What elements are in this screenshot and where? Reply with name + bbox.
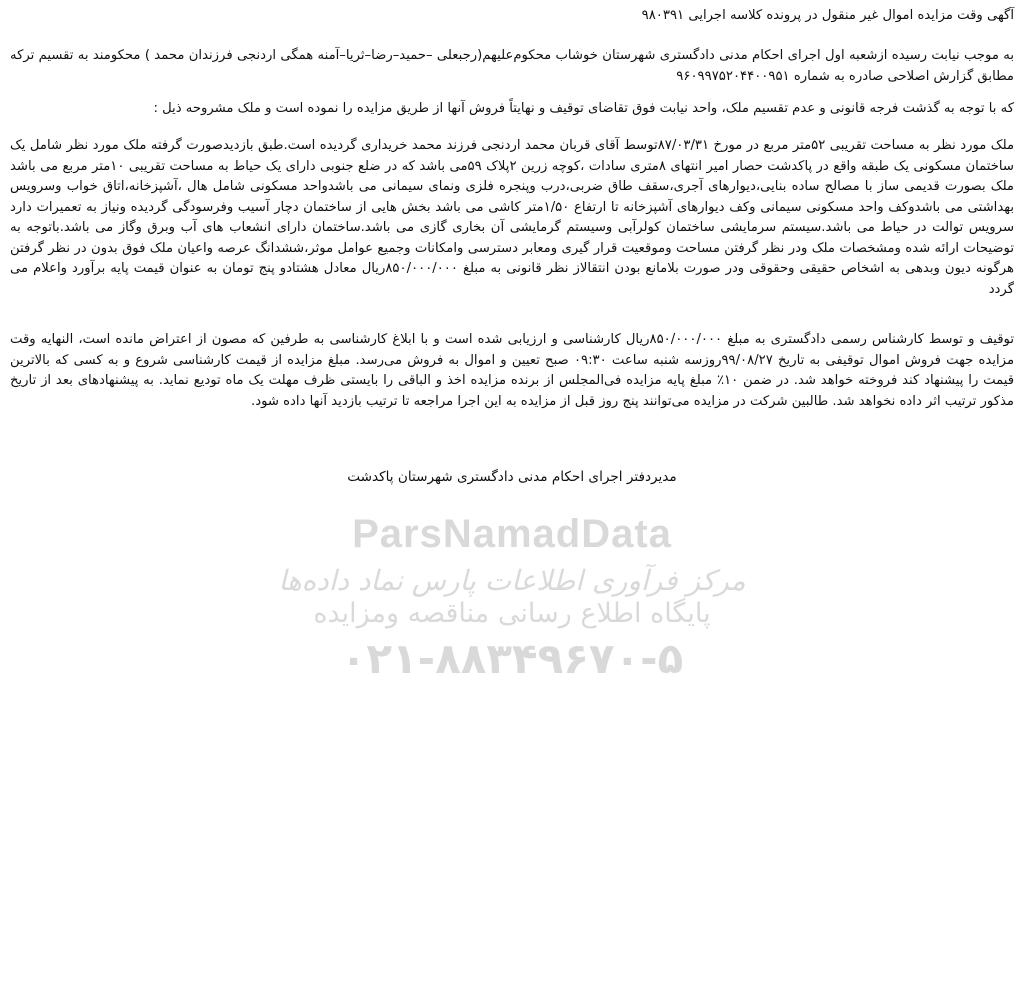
watermark-center-name: مرکز فرآوری اطلاعات پارس نماد داده‌ها — [278, 564, 746, 597]
signature-line: مدیردفتر اجرای احکام مدنی دادگستری شهرستان پاکدشت — [347, 469, 677, 485]
watermark-portal-name: پایگاه اطلاع رسانی مناقصه ومزایده — [313, 598, 711, 629]
property-description-paragraph: ملک مورد نظر به مساحت تقریبی ۵۲متر مربع در مورخ ۸۷/۰۳/۳۱توسط آقای قربان محمد اردنجی فرزند محمد خریداری گردیده است.طبق بازدیدصورت گرفته ملک مورد نظر شامل یک ساختمان مسکونی یک طبقه واقع در پاکدشت حصار امیر انتهای ۸متری سادات ،کوچه زرین ۲پلاک ۵۹می باشد که در ضلع جنوبی دارای یک حیاط به مساحت تقریبی ۱۰متر مربع می باشد ملک بصورت قدیمی ساز با مصالح ساده بنایی،دیوارهای آجری،سقف طاق ضربی،درب وپنجره فلزی ونمای سیمانی می باشدواحد مسکونی شامل هال ،آشپزخانه،اتاق خواب وسرویس بهداشتی می باشدوکف واحد مسکونی سیمانی وکف دیوارهای آشپزخانه تا ارتفاع ۱/۵۰متر کاشی می باشد بخش هایی از ساختمان دچار آسیب وفرسودگی گردیده ونیاز به تعمیرات دارد سرویس توالت در حیاط می باشد.سیستم سرمایشی ساختمان کولرآبی وسیستم گرمایشی آن بخاری گازی می باشد.ساختمان دارای انشعاب های آب وبرق وگاز می باشد.باتوجه به توضیحات ارائه شده ومشخصات ملک ودر نظر گرفتن مساحت وموقعیت قرار گیری ومعابر دسترسی وامکانات وجمیع عوامل موثر،ششدانگ عرصه واعیان ملک فوق بدون در نظر گرفتن هرگونه دیون وبدهی به اشخاص حقیقی وحقوقی ودر صورت بلامانع بودن انتقالاز نظر قانونی به مبلغ ۸۵۰/۰۰۰/۰۰۰ریال معادل هشتادو پنج تومان به عنوان قیمت پایه برآورد واعلام می گردد — [10, 138, 1015, 297]
notice-intro-paragraph: به موجب نیابت رسیده ازشعبه اول اجرای احکام مدنی دادگستری شهرستان خوشاب محکوم‌علیهم(رجبعلی –حمید–رضا–ثریا–آمنه همگی اردنجی فرزندان محمد ) محکومند به تقسیم ترکه مطابق گزارش اصلاحی صادره به شماره ۹۶۰۹۹۷۵۲۰۴۴۰۰۹۵۱ — [10, 48, 1014, 84]
notice-title: آگهی وقت مزایده اموال غیر منقول در پرونده کلاسه اجرایی ۹۸۰۳۹۱ — [641, 8, 1014, 23]
auction-terms-paragraph: توقیف و توسط کارشناس رسمی دادگستری به مبلغ ۸۵۰/۰۰۰/۰۰۰ریال کارشناسی و ارزیابی شده است و با ابلاغ کارشناسی به طرفین که مصون از اعتراض مانده است، النهایه وقت مزایده جهت فروش اموال توقیفی به تاریخ ۹۹/۰۸/۲۷روزسه شنبه ساعت ۰۹:۳۰ صبح تعیین و اموال به فروش می‌رسد. مبلغ مزایده از قیمت کارشناسی شروع و به کسی که بالاترین قیمت را پیشنهاد کند فروخته خواهد شد. در ضمن ۱۰٪ مبلغ پایه مزایده فی‌المجلس از برنده مزایده اخذ و الباقی را بایستی ظرف مهلت یک ماه تودیع نماید. به پیشنهادهای بعد از تاریخ مذکور ترتیب اثر داده نخواهد شد. طالبین شرکت در مزایده می‌توانند پنج روز قبل از مزایده به این اجرا مراجعه تا ترتیب بازدید آنها داده شود. — [10, 332, 1015, 409]
watermark-brand: ParsNamadData — [352, 512, 672, 556]
notice-lead-paragraph: که با توجه به گذشت فرجه قانونی و عدم تقسیم ملک، واحد نیابت فوق تقاضای توقیف و نهایتاً فروش آنها از طریق مزایده را نموده است و ملک مشروحه ذیل : — [153, 101, 1014, 116]
watermark-phone: ۰۲۱-۸۸۳۴۹۶۷۰-۵ — [340, 634, 684, 683]
